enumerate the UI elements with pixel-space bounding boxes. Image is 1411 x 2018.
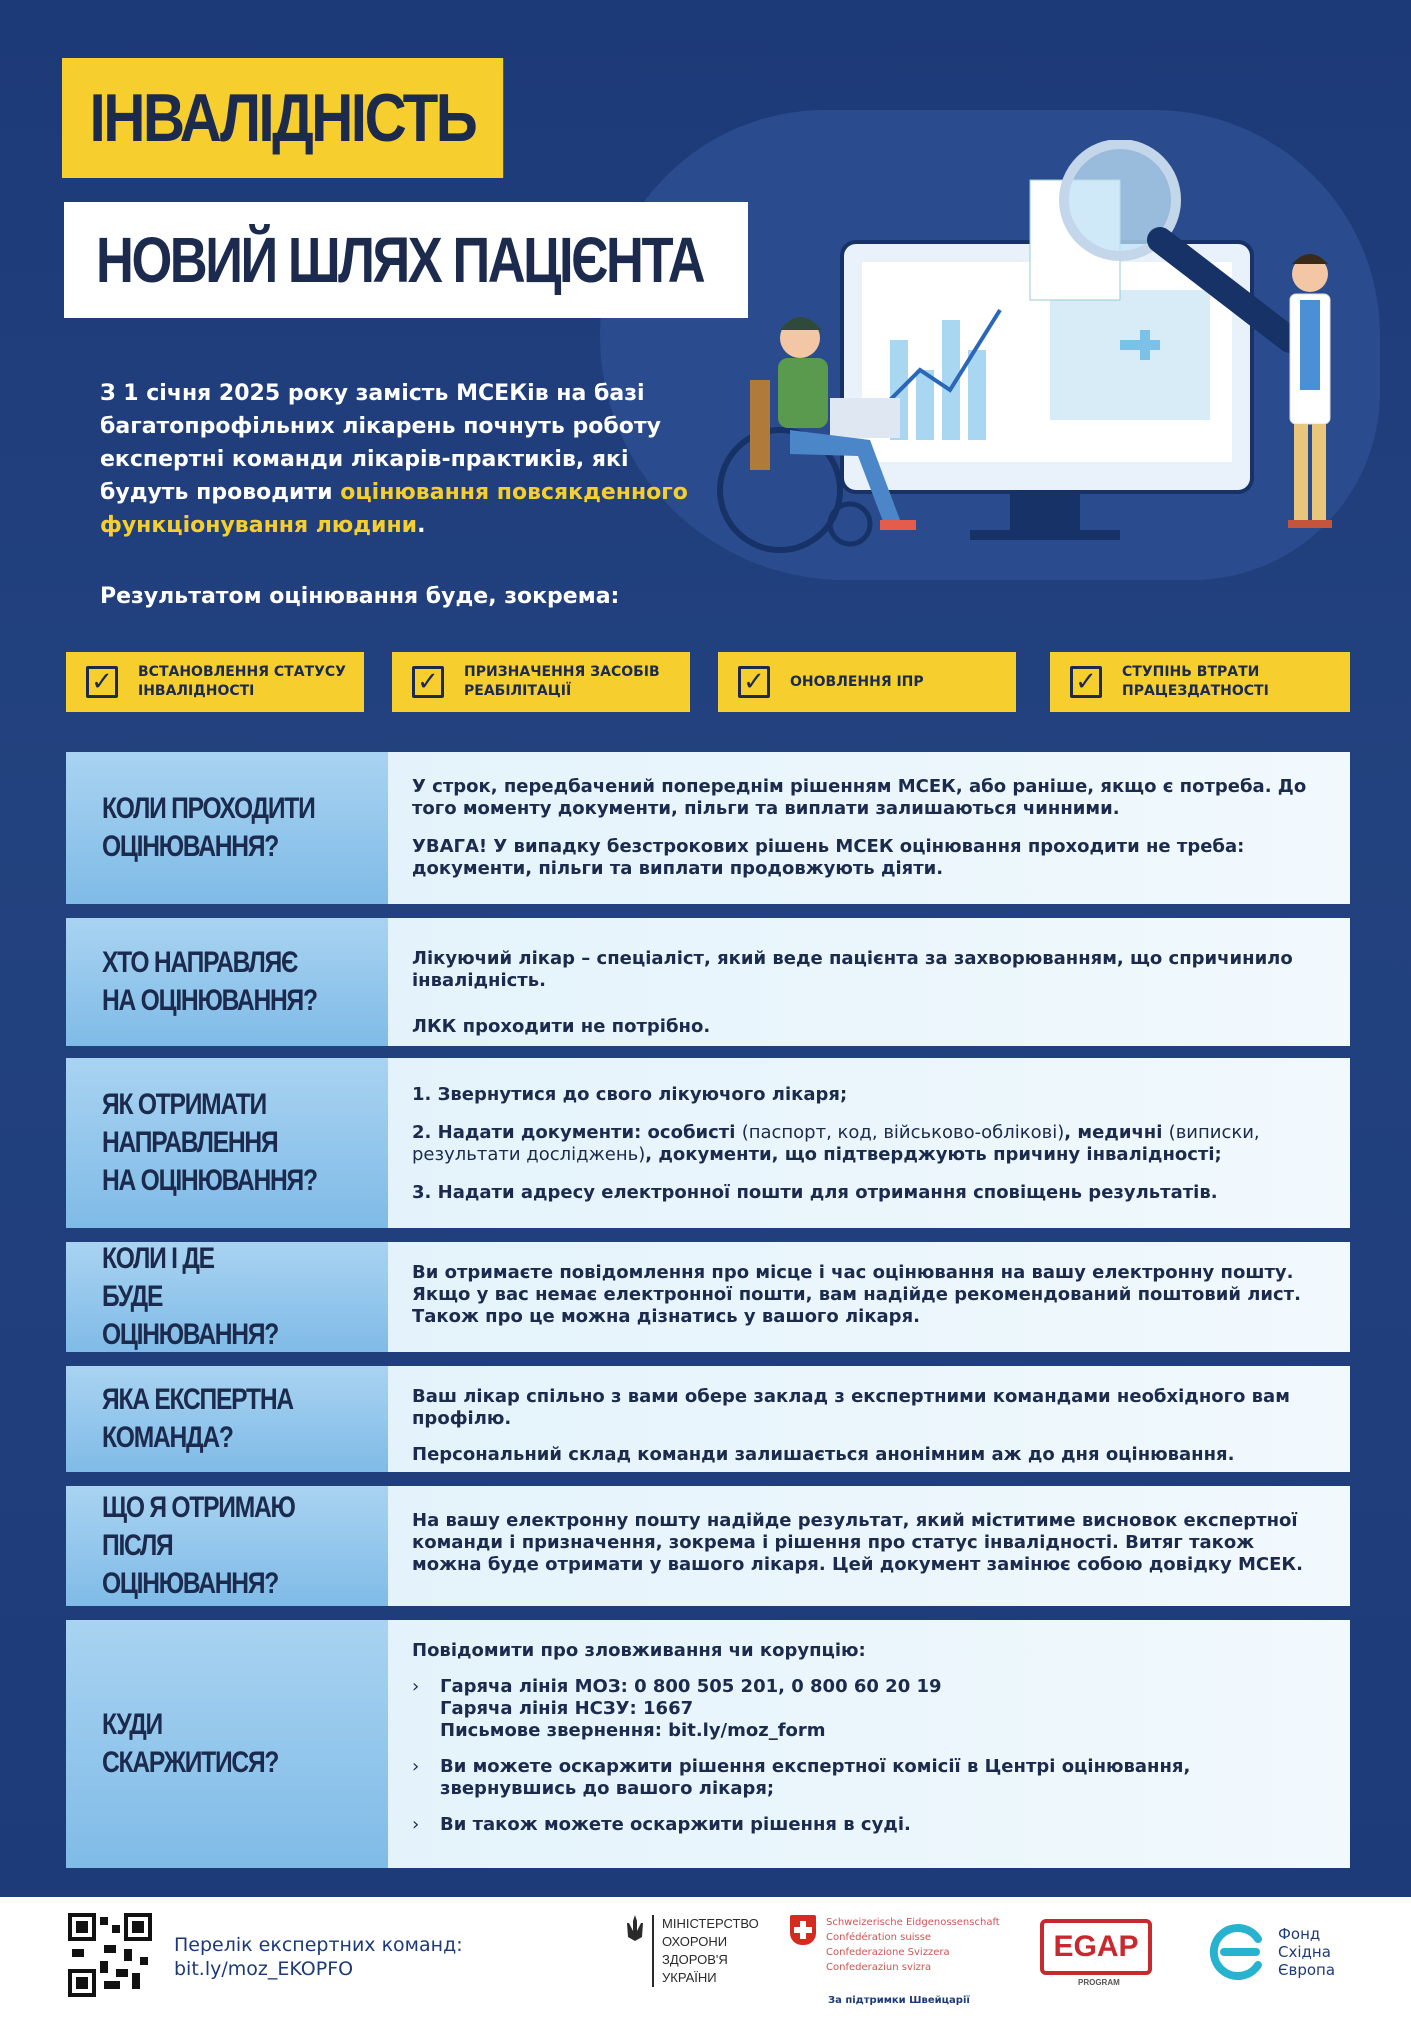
moz-line: МІНІСТЕРСТВО [662,1916,759,1931]
chip-rehab [392,652,690,712]
section-team [66,1366,1350,1472]
chip-label: ПРИЗНАЧЕННЯ ЗАСОБІВ РЕАБІЛІТАЦІЇ [464,664,660,699]
footer-list-link[interactable]: bit.ly/moz_EKOPFO [174,1958,354,1980]
results-title: Результатом оцінювання буде, зокрема: [100,584,620,609]
team-p2: Персональний склад команди залишається анонімним аж до дня оцінювання. [412,1444,1235,1465]
hotline-moz: Гаряча лінія МОЗ: 0 800 505 201, 0 800 60 20 19 [440,1676,942,1697]
who-p2: ЛКК проходити не потрібно. [412,1016,711,1037]
who-p1: Лікуючий лікар – спеціаліст, який веде пацієнта за захворюванням, що спричинило інвалідність. [412,948,1293,991]
section-complain [66,1620,1350,1868]
written-appeal: Письмове звернення: bit.ly/moz_form [440,1720,826,1741]
chip-label: СТУПІНЬ ВТРАТИ ПРАЦЕЗДАТНОСТІ [1122,664,1269,699]
when-p1: У строк, передбачений попереднім рішенням МСЕК, або раніше, якщо є потреба. До того моменту документи, пільги та виплати залишаються чинними. [412,776,1307,819]
complain-bullet-hotlines [412,1676,1326,1742]
how-step3: 3. Надати адресу електронної пошти для отримання сповіщень результатів. [412,1182,1218,1203]
swiss-line: Confederaziun svizra [826,1962,932,1973]
label-text: ЯК ОТРИМАТИ НАПРАВЛЕННЯ НА ОЦІНЮВАННЯ? [102,1088,317,1197]
checkbox-icon: ✓ [86,666,118,698]
chip-status [66,652,364,712]
section-label [66,752,388,904]
section-body [388,1620,1350,1868]
how-step2-a: 2. Надати документи: особисті [412,1122,742,1143]
footer [0,1897,1411,2018]
fond-line: Східна [1278,1943,1331,1961]
chip-label: ОНОВЛЕННЯ ІПР [790,673,924,690]
checkbox-icon: ✓ [412,666,444,698]
egap-text: EGAP [1053,1930,1139,1963]
section-body [388,1242,1350,1352]
doctor-icon [1288,254,1332,528]
chip-capacity [1050,652,1350,712]
section-after [66,1486,1350,1606]
complain-court-text: Ви також можете оскаржити рішення в суді. [440,1814,911,1835]
section-body [388,918,1350,1046]
complain-center-text: Ви можете оскаржити рішення експертної комісії в Центрі оцінювання, звернувшись до вашого лікаря; [440,1756,1191,1799]
how-step2-c: , медичні [1064,1122,1169,1143]
subtitle [64,202,748,318]
section-how [66,1058,1350,1228]
label-text: КУДИ СКАРЖИТИСЯ? [102,1708,279,1779]
how-step1: 1. Звернутися до свого лікуючого лікаря; [412,1084,848,1105]
section-body [388,1058,1350,1228]
intro-highlight: оцінювання повсякденного функціонування людини [100,480,688,538]
footer-list-label: Перелік експертних команд: [174,1934,463,1956]
swiss-line: Schweizerische Eidgenossenschaft [826,1917,1000,1928]
complain-bullet-court [412,1814,1326,1836]
section-label [66,918,388,1046]
section-body [388,752,1350,904]
section-label [66,1242,388,1352]
checkbox-icon: ✓ [1070,666,1102,698]
complain-bullet-center [412,1756,1326,1800]
moz-line: ЗДОРОВ'Я [662,1952,728,1967]
egap-sub: PROGRAM [1078,1978,1120,1987]
subtitle-text: НОВИЙ ШЛЯХ ПАЦІЄНТА [96,224,704,296]
fond-logo [1206,1921,1335,1983]
how-step2-e: , документи, що підтверджують причину інвалідності; [645,1144,1222,1165]
chip-ipr [718,652,1016,712]
swiss-logo [790,1915,1000,2006]
how-step2-d: (виписки, результати досліджень) [412,1122,1260,1165]
illustration [690,140,1370,560]
fond-line: Фонд [1278,1925,1321,1943]
how-step2-b: (паспорт, код, військово-облікові) [741,1122,1065,1143]
section-label [66,1058,388,1228]
chevron-right-icon: › [412,1814,420,1835]
label-text: КОЛИ ПРОХОДИТИ ОЦІНЮВАННЯ? [102,792,315,863]
section-who [66,918,1350,1046]
swiss-line: Confédération suisse [826,1932,932,1943]
how-step2 [412,1122,1326,1166]
egap-logo [1040,1919,1152,1987]
checkbox-icon: ✓ [738,666,770,698]
chevron-right-icon: › [412,1756,420,1777]
swiss-line: Confederazione Svizzera [826,1947,950,1958]
team-p1: Ваш лікар спільно з вами обере заклад з експертними командами необхідного вам профілю. [412,1386,1290,1429]
when-p2: УВАГА! У випадку безстрокових рішень МСЕК оцінювання проходити не треба: документи, пільги та виплати продовжують діяти. [412,836,1245,879]
label-text: ХТО НАПРАВЛЯЄ НА ОЦІНЮВАННЯ? [102,946,317,1017]
section-where [66,1242,1350,1352]
label-text: ЯКА ЕКСПЕРТНА КОМАНДА? [102,1383,293,1454]
hotline-nszu: Гаряча лінія НСЗУ: 1667 [440,1698,694,1719]
after-p1: На вашу електронну пошту надійде результат, який міститиме висновок експертної команди і призначення, зокрема і рішення про статус інвалідності. Витяг також можна буде отримати у вашого лікаря. Цей документ замінює собою довідку МСЕК. [412,1510,1303,1575]
moz-line: УКРАЇНИ [662,1970,717,1985]
section-when [66,752,1350,904]
moz-logo [626,1915,759,1987]
moz-line: ОХОРОНИ [662,1934,728,1949]
chip-label: ВСТАНОВЛЕННЯ СТАТУСУ ІНВАЛІДНОСТІ [138,664,346,699]
label-text: ЩО Я ОТРИМАЮ ПІСЛЯ ОЦІНЮВАННЯ? [102,1491,295,1600]
qr-code-icon[interactable] [68,1913,152,1997]
label-text: КОЛИ І ДЕ БУДЕ ОЦІНЮВАННЯ? [102,1242,279,1351]
swiss-support: За підтримки Швейцарії [828,1995,970,2006]
chevron-right-icon: › [412,1676,420,1697]
section-body [388,1366,1350,1472]
section-body [388,1486,1350,1606]
section-label [66,1486,388,1606]
main-title: ІНВАЛІДНІСТЬ [62,58,503,178]
intro-text [100,377,700,542]
fond-mark-icon [1206,1921,1268,1983]
section-label [66,1366,388,1472]
intro-plain: З 1 січня 2025 року замість МСЕКів на базі багатопрофільних лікарень почнуть роботу експертні команди лікарів-практиків, які будуть проводити [100,381,661,505]
trident-icon [626,1915,644,1941]
section-label [66,1620,388,1868]
fond-line: Європа [1278,1961,1336,1979]
swiss-flag-icon [790,1915,816,1945]
complain-intro: Повідомити про зловживання чи корупцію: [412,1640,866,1661]
results-chips [66,652,1350,712]
intro-end: . [417,513,426,538]
where-p1: Ви отримаєте повідомлення про місце і час оцінювання на вашу електронну пошту. Якщо у вас немає електронної пошти, вам надійде рекомендований поштовий лист. Також про це можна дізнатись у вашого лікаря. [412,1262,1301,1327]
footer-list [174,1933,463,1981]
